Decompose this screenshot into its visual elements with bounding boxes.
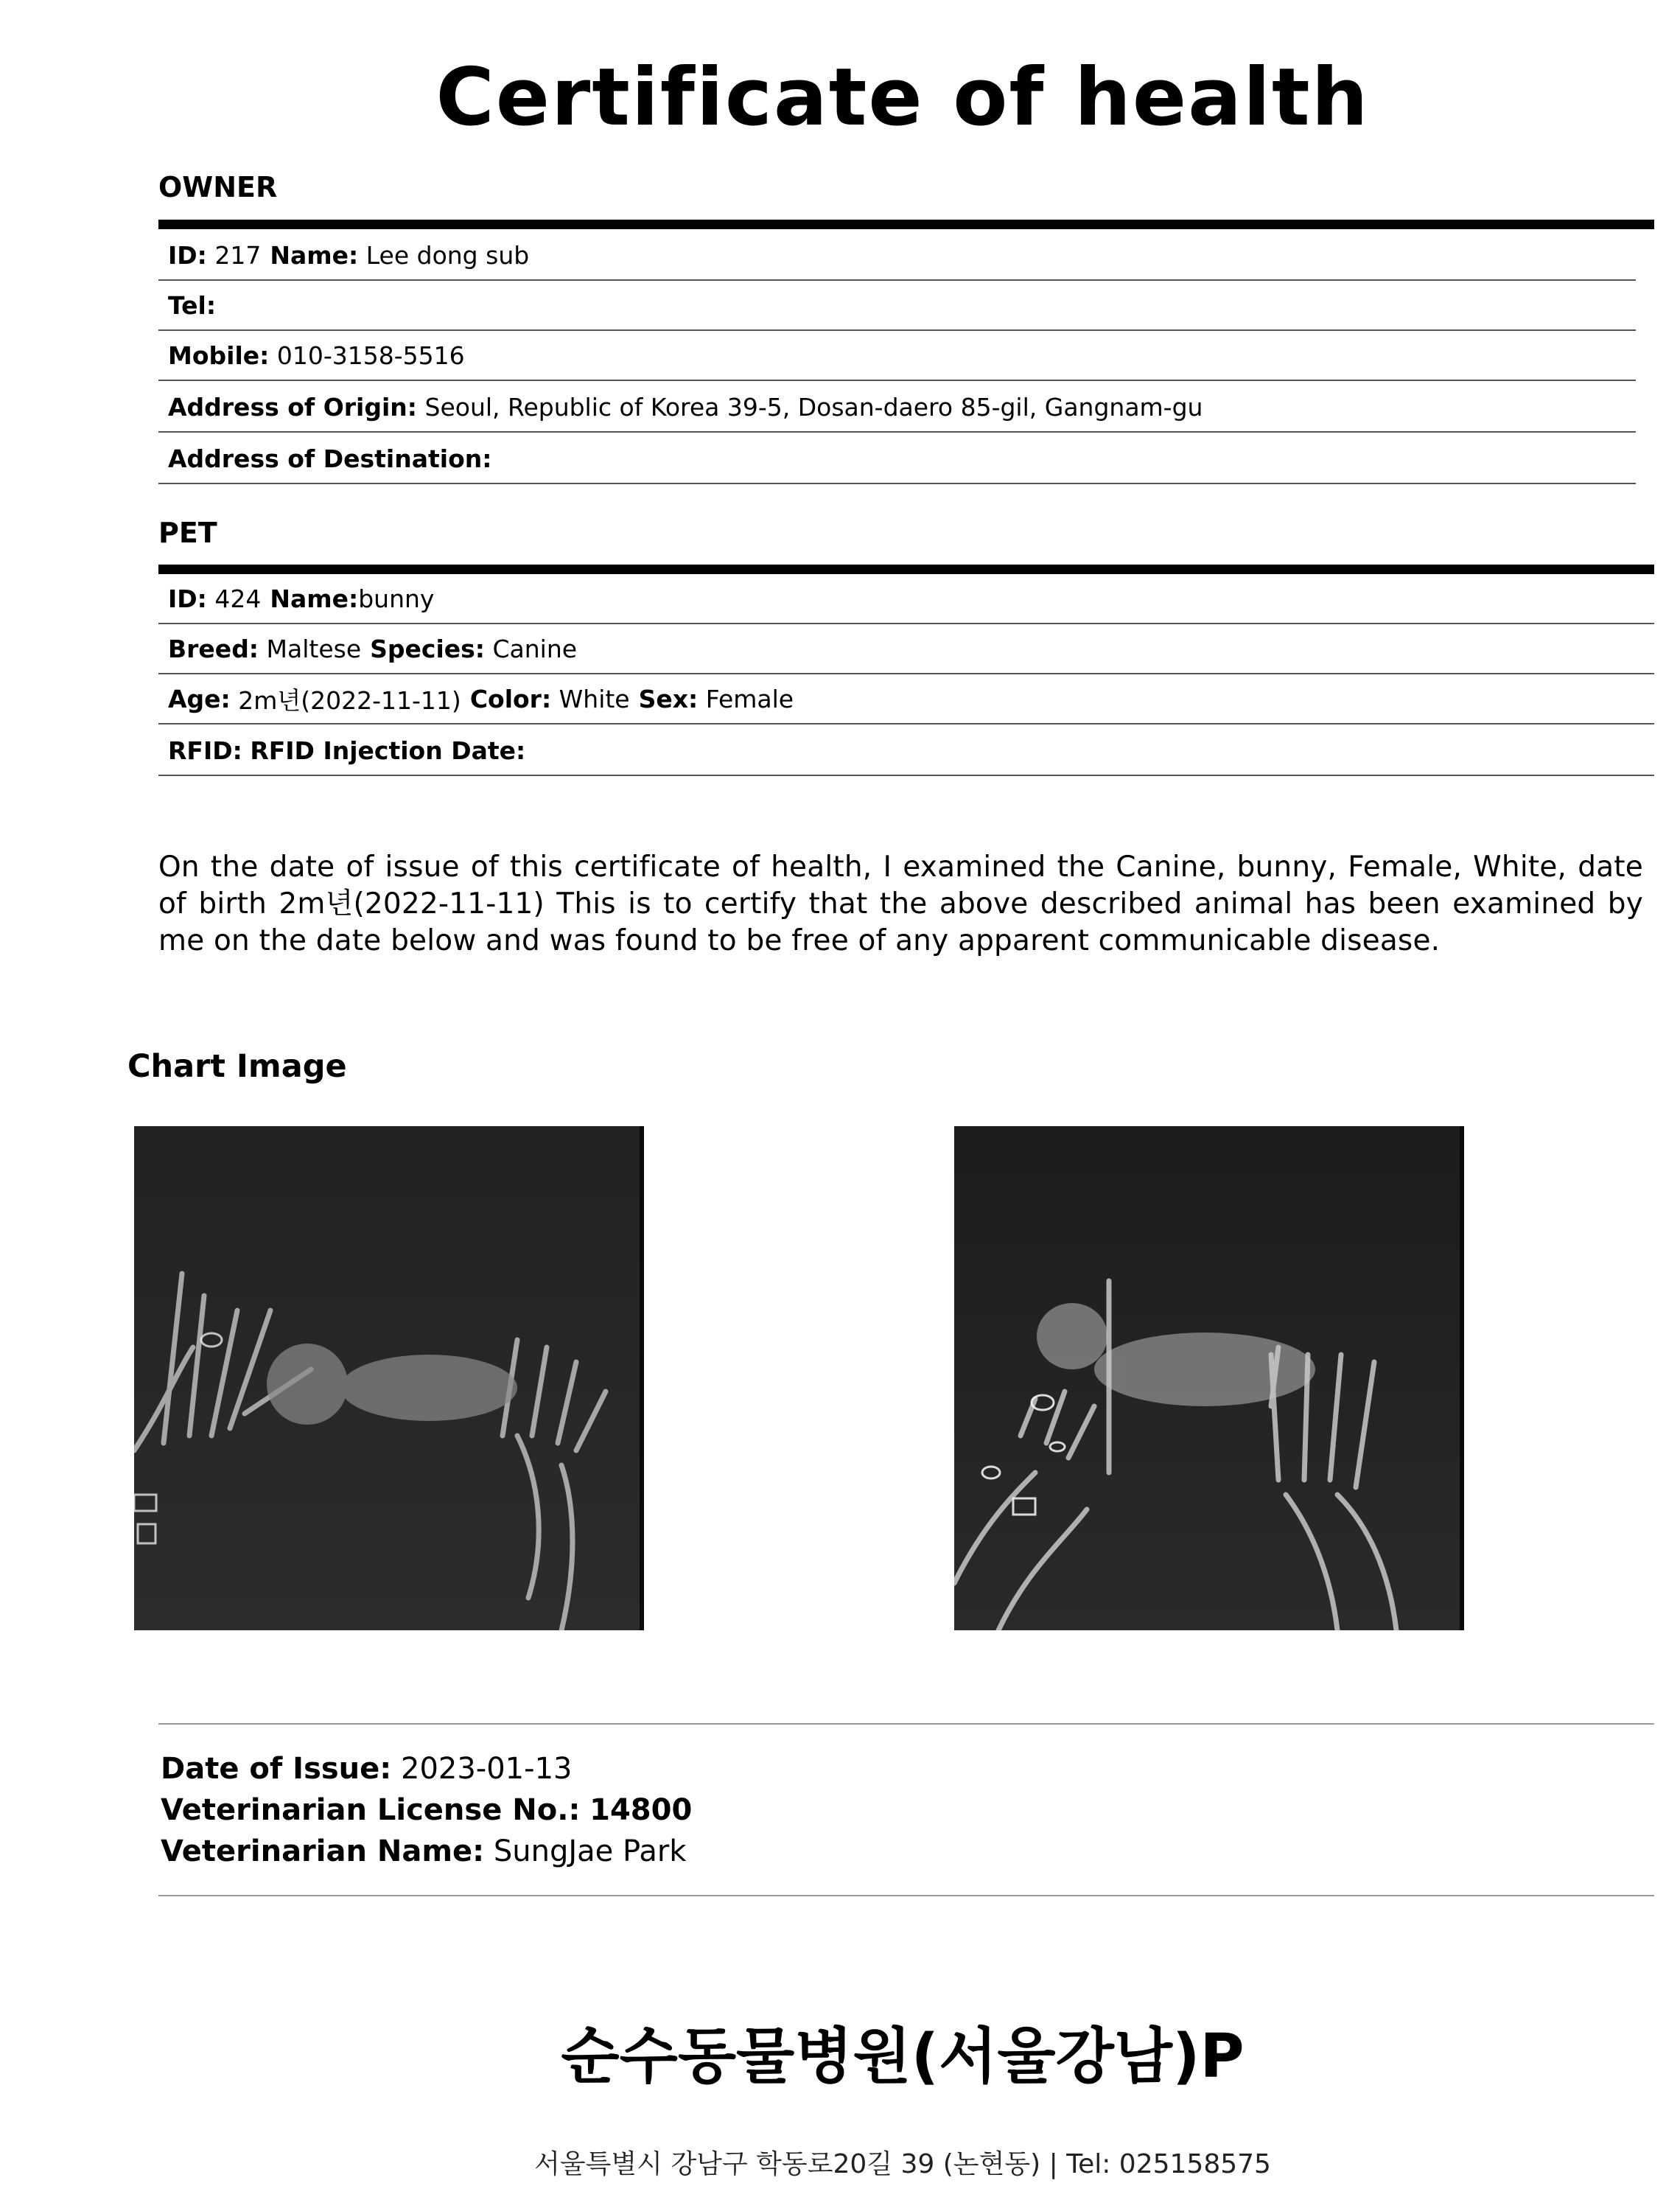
pet-rfid-label: RFID: xyxy=(168,736,242,765)
pet-section-label: PET xyxy=(158,517,217,549)
owner-id-row xyxy=(158,231,1636,281)
owner-id: 217 xyxy=(214,240,262,270)
pet-rfid-row xyxy=(158,726,1654,776)
pet-species: Canine xyxy=(492,634,578,663)
date-of-issue-line xyxy=(161,1748,572,1789)
owner-origin-label: Address of Origin: xyxy=(168,392,417,422)
owner-tel-row xyxy=(158,281,1636,331)
owner-origin: Seoul, Republic of Korea 39-5, Dosan-daero 85-gil, Gangnam-gu xyxy=(424,392,1203,422)
pet-age-row xyxy=(158,674,1654,724)
vet-name: SungJae Park xyxy=(493,1834,687,1868)
xray-image-1 xyxy=(134,1126,644,1630)
pet-rfid-date-label: RFID Injection Date: xyxy=(250,736,526,765)
owner-destination-row xyxy=(158,434,1636,484)
vet-name-line xyxy=(161,1831,686,1872)
clinic-name: 순수동물병원(서울강남)P xyxy=(561,2022,1245,2092)
pet-breed-label: Breed: xyxy=(168,634,259,663)
pet-id: 424 xyxy=(214,584,262,613)
license-line xyxy=(161,1789,692,1831)
pet-name: bunny xyxy=(358,584,435,613)
owner-section-label: OWNER xyxy=(158,171,278,203)
chart-image-label: Chart Image xyxy=(127,1048,347,1085)
pet-color-label: Color: xyxy=(469,684,552,713)
pet-breed-row xyxy=(158,624,1654,674)
pet-sex: Female xyxy=(705,684,794,713)
owner-mobile: 010-3158-5516 xyxy=(276,341,465,370)
pet-id-row xyxy=(158,574,1654,624)
certificate-title: Certificate of health xyxy=(435,52,1370,144)
date-of-issue-label: Date of Issue: xyxy=(161,1752,392,1786)
pet-id-label: ID: xyxy=(168,584,207,613)
owner-name: Lee dong sub xyxy=(365,240,530,270)
license-number: 14800 xyxy=(589,1793,693,1827)
owner-origin-row xyxy=(158,383,1636,433)
signature-top-rule xyxy=(158,1723,1654,1725)
license-label: Veterinarian License No.: xyxy=(161,1793,581,1827)
pet-sex-label: Sex: xyxy=(638,684,699,713)
pet-rule xyxy=(158,565,1654,574)
owner-mobile-label: Mobile: xyxy=(168,341,270,370)
vet-name-label: Veterinarian Name: xyxy=(161,1834,485,1868)
pet-age-label: Age: xyxy=(168,684,231,713)
pet-age: 2m년(2022-11-11) xyxy=(238,685,461,715)
pet-name-label: Name: xyxy=(270,584,359,613)
signature-bottom-rule xyxy=(158,1895,1654,1896)
owner-destination-label: Address of Destination: xyxy=(168,444,492,473)
pet-breed: Maltese xyxy=(266,634,362,663)
certification-statement: On the date of issue of this certificate of health, I examined the Canine, bunny, Female, White, date of birth 2m년(2022-11-11) This is to certify that the above described animal has been examined by me on the date below and was found to be free of any apparent communicable disease. xyxy=(158,851,1643,957)
owner-mobile-row xyxy=(158,331,1636,381)
date-of-issue: 2023-01-13 xyxy=(401,1752,573,1786)
owner-id-label: ID: xyxy=(168,240,207,270)
pet-color: White xyxy=(559,684,630,713)
owner-rule xyxy=(158,220,1654,229)
xray-image-2 xyxy=(954,1126,1464,1630)
pet-species-label: Species: xyxy=(370,634,485,663)
clinic-address: 서울특별시 강남구 학동로20길 39 (논현동) | Tel: 025158575 xyxy=(534,2149,1271,2179)
owner-tel-label: Tel: xyxy=(168,290,217,320)
owner-name-label: Name: xyxy=(270,240,359,270)
